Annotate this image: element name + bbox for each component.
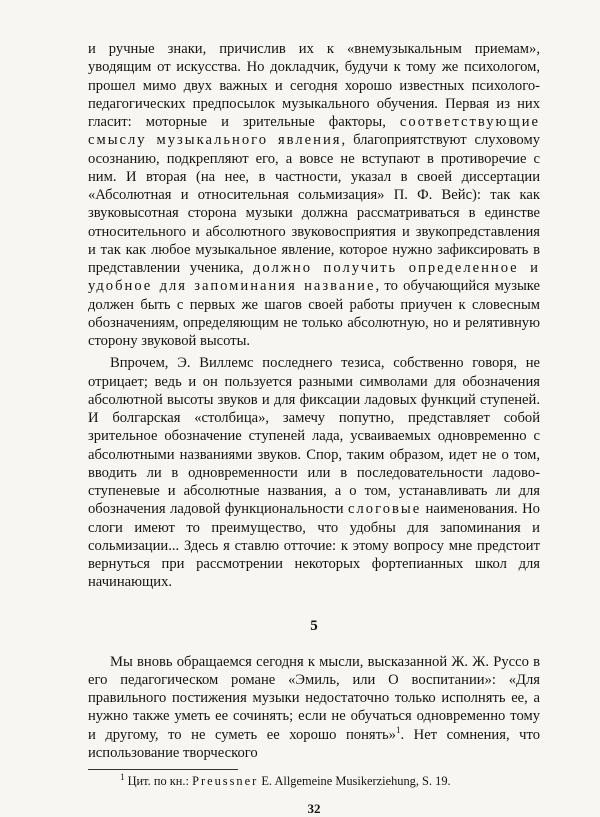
footnote-source: E. Allgemeine Musikerziehung, S. 19.: [258, 774, 451, 788]
paragraph-1-part-2: , благоприятствуют слуховому осознанию, подкрепляют его, а вовсе не вступают в противоречие с ним. И вторая (на нее, в частности, указал в своей диссертации «Абсолютная и относительная сольмизация» П. Ф. Вейс): так как звуковысотная сторона музыки должна рассматриваться в единстве относительного и абсолютного звуковосприятия и звукопредставления и так как любое музыкальное явление, которое нужно зафиксировать в представлении ученика,: [88, 132, 540, 276]
paragraph-2-part-1: Впрочем, Э. Виллемс последнего тезиса, собственно говоря, не отрицает; ведь и он пользуется разными символами для обозначения абсолютной высоты звуков и для фиксации ладовых функций ступеней. И болгарская «столбица», замечу попутно, представляет собой зрительное обозначение ступеней лада, усваиваемых одновременно с абсолютными названиями звуков. Спор, таким образом, идет не о том, вводить ли в одновременности или в последовательности ладово-ступеневые и абсолютные названия, а о том, устанавливать ли для обозначения ладовой функциональности: [88, 355, 540, 518]
paragraph-3-text: Мы вновь обращаемся сегодня к мысли, высказанной Ж. Ж. Руссо в его педагогическом романе «Эмиль, или О воспитании»: «Для правильного постижения музыки недостаточно только исполнять ее, а нужно также уметь ее сочинять; если не обучаться одновременно тому и другому, то не суметь ее хорошо понять»: [88, 653, 540, 743]
footnote-lead: Цит. по кн.:: [124, 774, 193, 788]
footnote-mark: 1: [120, 771, 125, 782]
page-number: 32: [307, 801, 321, 816]
footnote-reference[interactable]: 1: [395, 724, 401, 735]
paragraph-1-emphasis-2: должно получить определенное и удобное для запоминания название: [88, 260, 540, 295]
paragraph-1-part-1: и ручные знаки, причислив их к «внемузыкальным приемам», уводящим от искусства. Но докладчик, будучи к тому же психологом, прошел мимо двух важных и сегодня хорошо известных психолого-педагогических предпосылок музыкального обучения. Первая из них гласит: моторные и зрительные факторы,: [88, 41, 540, 130]
paragraph-3: [88, 653, 540, 763]
paragraph-1-emphasis-1: соответствующие смыслу музыкального явления: [88, 114, 540, 149]
paragraph-3-tail: . Нет сомнения, что использование творческого: [88, 726, 540, 761]
paragraph-2: [88, 354, 540, 591]
paragraph-2-part-2: наименования. Но слоги имеют то преимущество, что удобны для запоминания и сольмизации... Здесь я ставлю отточие: к этому вопросу мне предстоит вернуться при рассмотрении некоторых фортепианных школ для начинающих.: [88, 501, 540, 591]
section-number: 5: [310, 617, 318, 634]
book-page: [88, 40, 540, 817]
paragraph-2-emphasis: слоговые: [348, 501, 422, 518]
footnote-author: Preussner: [192, 774, 259, 788]
paragraph-1: [88, 40, 540, 350]
paragraph-1-part-3: , то обучающийся музыке должен быть с первых же шагов своей работы приучен к словесным обозначениям, определяющим не только абсолютную, но и релятивную сторону звуковой высоты.: [88, 278, 540, 349]
footnote-divider: [88, 769, 238, 770]
